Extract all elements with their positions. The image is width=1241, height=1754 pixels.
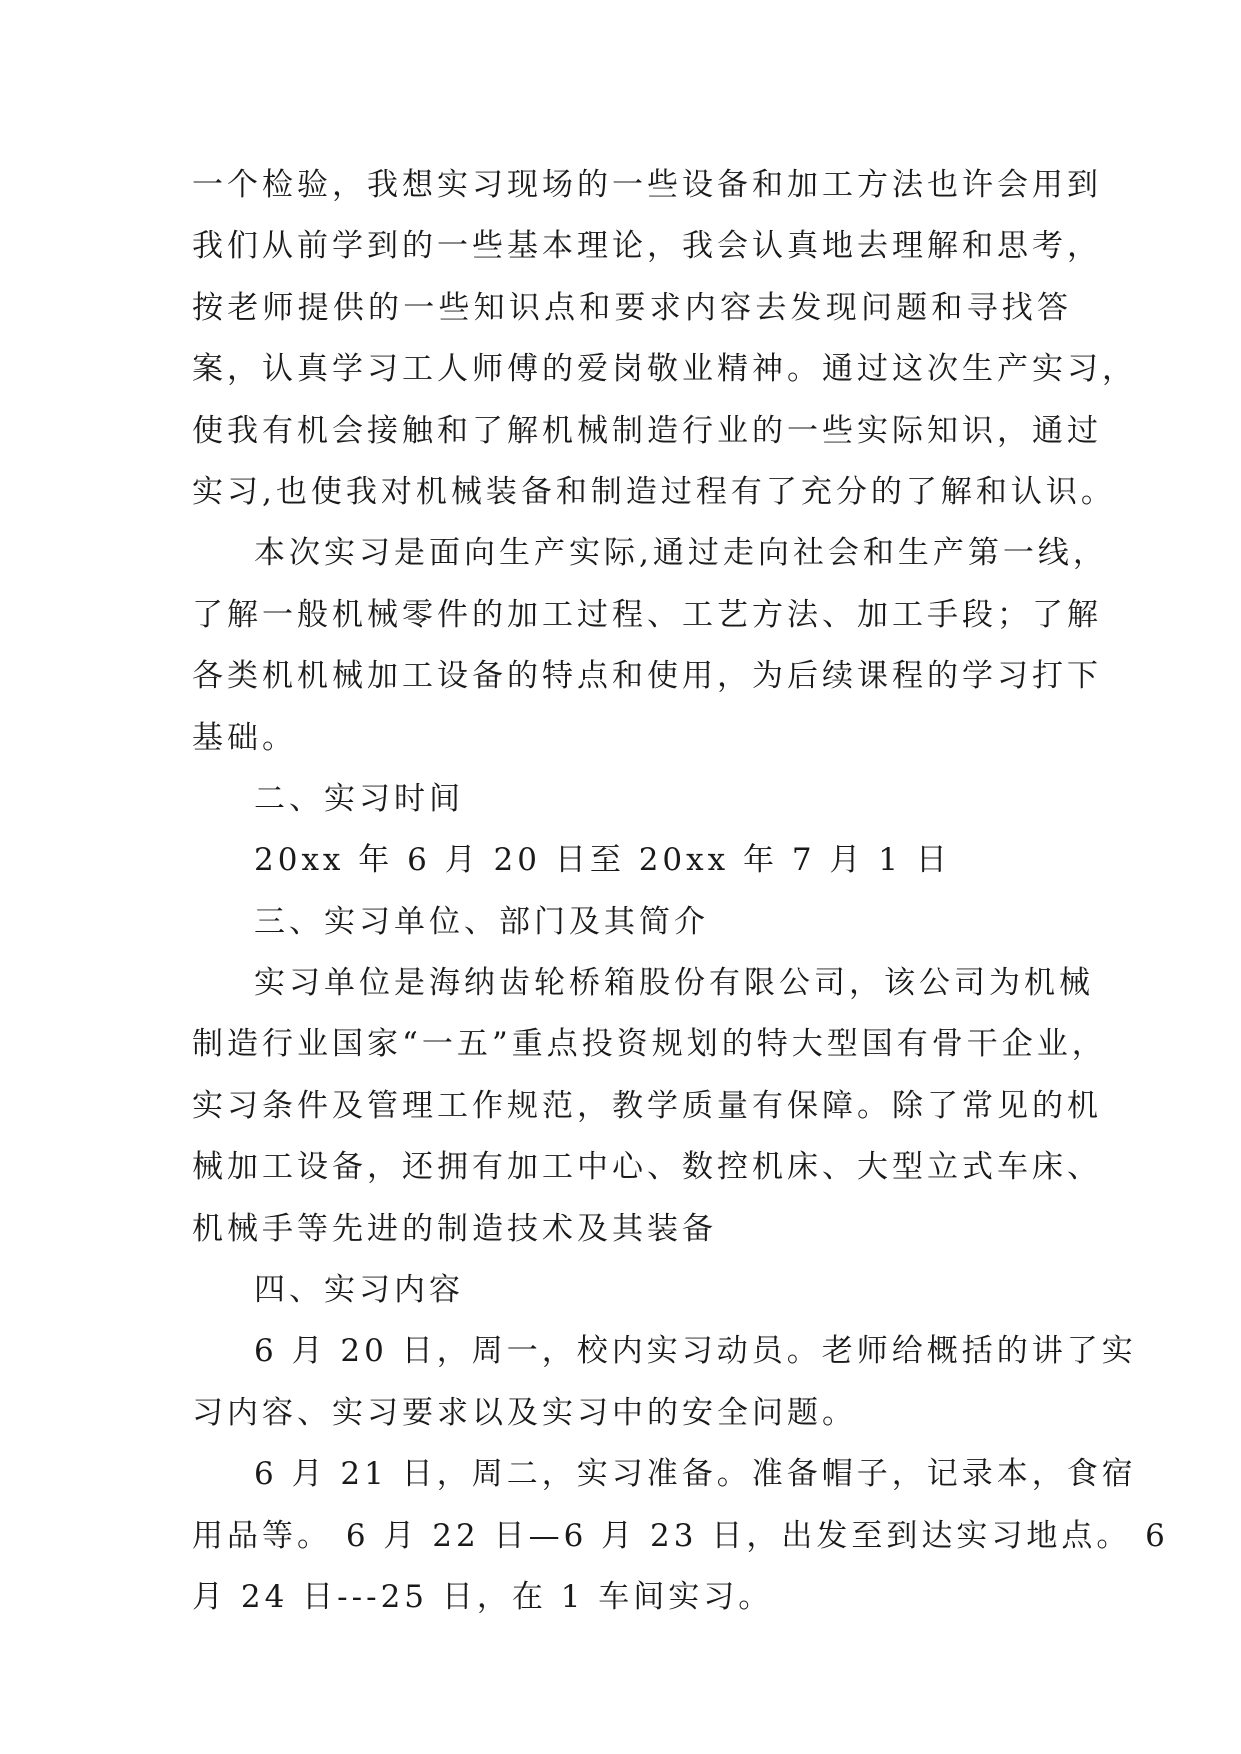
text-line: 我们从前学到的一些基本理论，我会认真地去理解和思考， [192,228,1102,265]
text-line: 用品等。 6 月 22 日—6 月 23 日，出发至到达实习地点。 6 [192,1517,1169,1554]
text-line: 案，认真学习工人师傅的爱岗敬业精神。通过这次生产实习， [192,351,1137,388]
text-line: 各类机机械加工设备的特点和使用，为后续课程的学习打下 [192,658,1102,695]
text-line: 实习,也使我对机械装备和制造过程有了充分的了解和认识。 [192,473,1116,510]
text-line: 本次实习是面向生产实际,通过走向社会和生产第一线， [254,535,1108,572]
text-line: 机械手等先进的制造技术及其装备 [192,1210,717,1247]
section-heading: 三、实习单位、部门及其简介 [254,903,709,940]
document-body [192,155,1169,1628]
text-line: 使我有机会接触和了解机械制造行业的一些实际知识，通过 [192,412,1102,449]
text-line: 械加工设备，还拥有加工中心、数控机床、大型立式车床、 [192,1149,1102,1186]
text-line: 一个检验，我想实习现场的一些设备和加工方法也许会用到 [192,167,1102,203]
text-line: 6 月 20 日，周一，校内实习动员。老师给概括的讲了实 [254,1333,1137,1370]
text-line: 实习单位是海纳齿轮桥箱股份有限公司，该公司为机械 [254,965,1094,1002]
text-line: 按老师提供的一些知识点和要求内容去发现问题和寻找答 [192,289,1072,326]
text-line: 月 24 日---25 日，在 1 车间实习。 [192,1578,774,1615]
text-line: 制造行业国家“一五”重点投资规划的特大型国有骨干企业， [192,1026,1107,1063]
text-line: 20xx 年 6 月 20 日至 20xx 年 7 月 1 日 [254,842,951,879]
section-heading: 四、实习内容 [254,1272,464,1309]
text-line: 基础。 [192,719,297,756]
text-line: 6 月 21 日，周二，实习准备。准备帽子，记录本，食宿 [254,1456,1137,1493]
text-line: 实习条件及管理工作规范，教学质量有保障。除了常见的机 [192,1087,1102,1124]
text-line: 了解一般机械零件的加工过程、工艺方法、加工手段；了解 [192,596,1102,633]
text-line: 习内容、实习要求以及实习中的安全问题。 [192,1394,857,1431]
section-heading: 二、实习时间 [254,780,464,817]
